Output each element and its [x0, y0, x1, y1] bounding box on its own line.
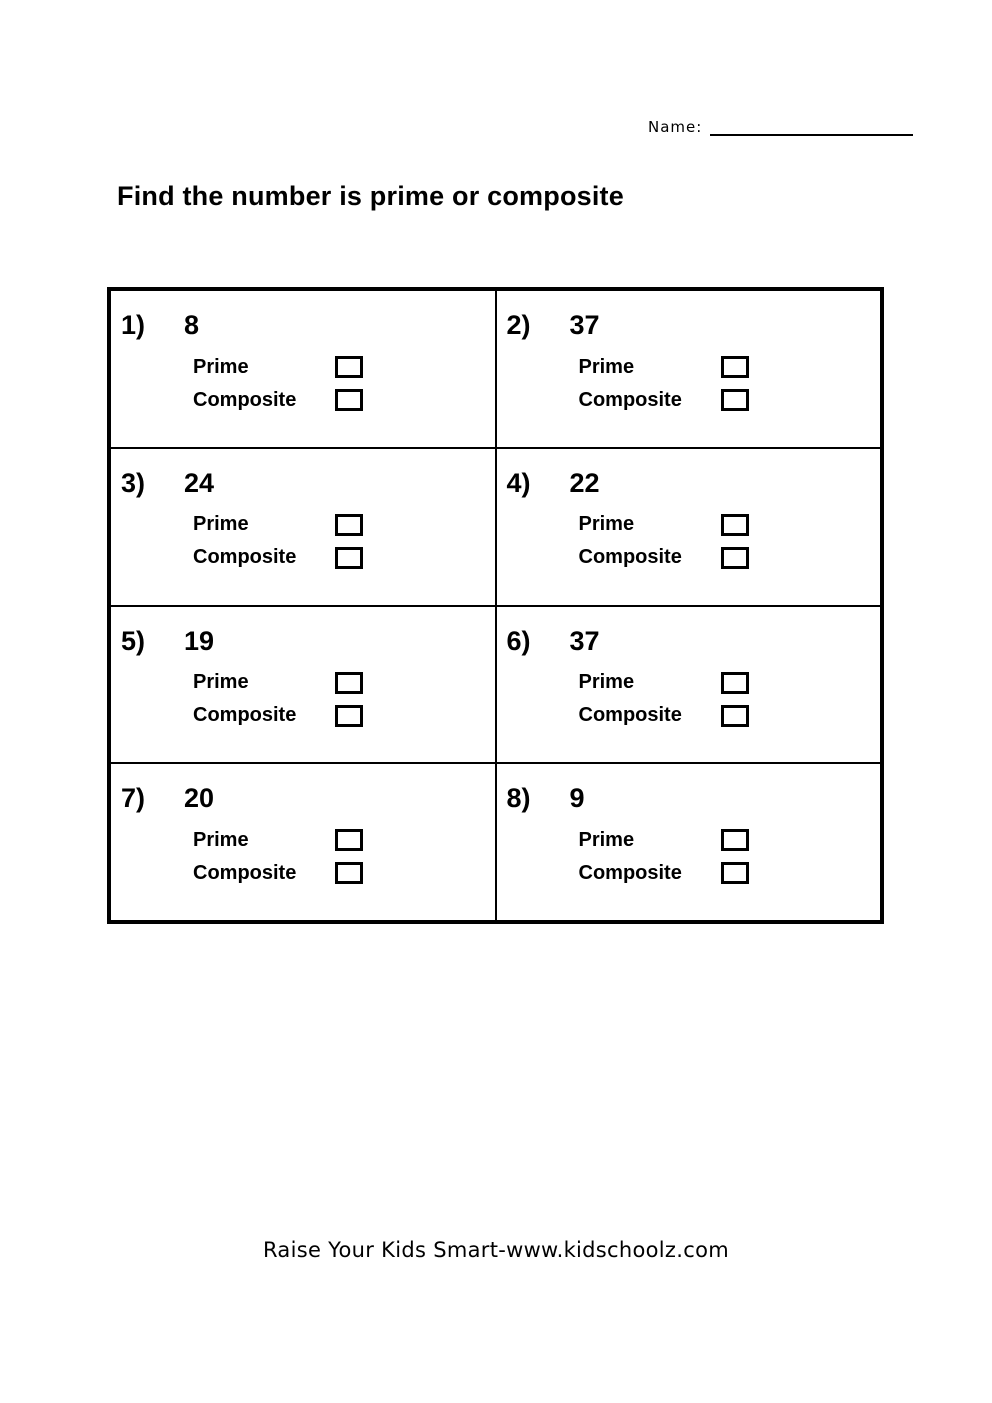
composite-label: Composite: [578, 546, 682, 569]
prime-label: Prime: [193, 828, 249, 851]
composite-checkbox[interactable]: [335, 705, 363, 727]
composite-checkbox[interactable]: [335, 547, 363, 569]
composite-label: Composite: [578, 861, 682, 884]
problem-number: 1): [121, 310, 146, 340]
composite-label: Composite: [193, 861, 297, 884]
problem-cell-7: [110, 763, 496, 921]
problem-number: 5): [121, 625, 146, 656]
problem-value: 20: [184, 783, 215, 814]
problem-value: 37: [569, 310, 600, 340]
prime-checkbox[interactable]: [335, 514, 363, 536]
problem-number: 8): [506, 783, 531, 814]
problems-grid: [107, 287, 884, 924]
prime-checkbox[interactable]: [721, 514, 749, 536]
prime-label: Prime: [193, 671, 249, 694]
name-input-line[interactable]: [710, 120, 913, 136]
composite-checkbox[interactable]: [335, 862, 363, 884]
prime-label: Prime: [578, 513, 635, 536]
composite-checkbox[interactable]: [721, 705, 749, 727]
problem-value: 19: [184, 625, 215, 656]
composite-checkbox[interactable]: [335, 389, 363, 411]
problem-number: 6): [506, 625, 531, 656]
composite-label: Composite: [578, 704, 682, 727]
prime-label: Prime: [578, 355, 635, 378]
prime-checkbox[interactable]: [335, 829, 363, 851]
prime-checkbox[interactable]: [721, 672, 749, 694]
prime-checkbox[interactable]: [721, 829, 749, 851]
composite-label: Composite: [193, 704, 297, 727]
problem-cell-2: [496, 290, 882, 448]
composite-label: Composite: [578, 388, 682, 411]
name-label: Name:: [648, 118, 703, 136]
problem-number: 4): [506, 467, 531, 498]
composite-checkbox[interactable]: [721, 862, 749, 884]
composite-label: Composite: [193, 388, 297, 411]
problem-number: 2): [506, 310, 531, 340]
problem-cell-6: [496, 606, 882, 764]
prime-label: Prime: [193, 513, 249, 536]
footer-text: Raise Your Kids Smart-www.kidschoolz.com: [262, 1238, 729, 1262]
prime-label: Prime: [193, 355, 249, 378]
problem-value: 8: [184, 310, 200, 340]
problem-cell-8: [496, 763, 882, 921]
problem-value: 9: [569, 783, 585, 814]
problem-number: 3): [121, 467, 146, 498]
problem-cell-4: [496, 448, 882, 606]
problem-number: 7): [121, 783, 146, 814]
name-field: [648, 118, 913, 136]
problem-value: 22: [569, 467, 600, 498]
problem-cell-1: [110, 290, 496, 448]
problem-cell-5: [110, 606, 496, 764]
problem-cell-3: [110, 448, 496, 606]
prime-checkbox[interactable]: [335, 672, 363, 694]
composite-label: Composite: [193, 546, 297, 569]
prime-label: Prime: [578, 671, 635, 694]
prime-checkbox[interactable]: [335, 356, 363, 378]
composite-checkbox[interactable]: [721, 389, 749, 411]
page-title: Find the number is prime or composite: [117, 181, 624, 211]
composite-checkbox[interactable]: [721, 547, 749, 569]
prime-checkbox[interactable]: [721, 356, 749, 378]
problem-value: 24: [184, 467, 215, 498]
prime-label: Prime: [578, 828, 635, 851]
problem-value: 37: [569, 625, 600, 656]
